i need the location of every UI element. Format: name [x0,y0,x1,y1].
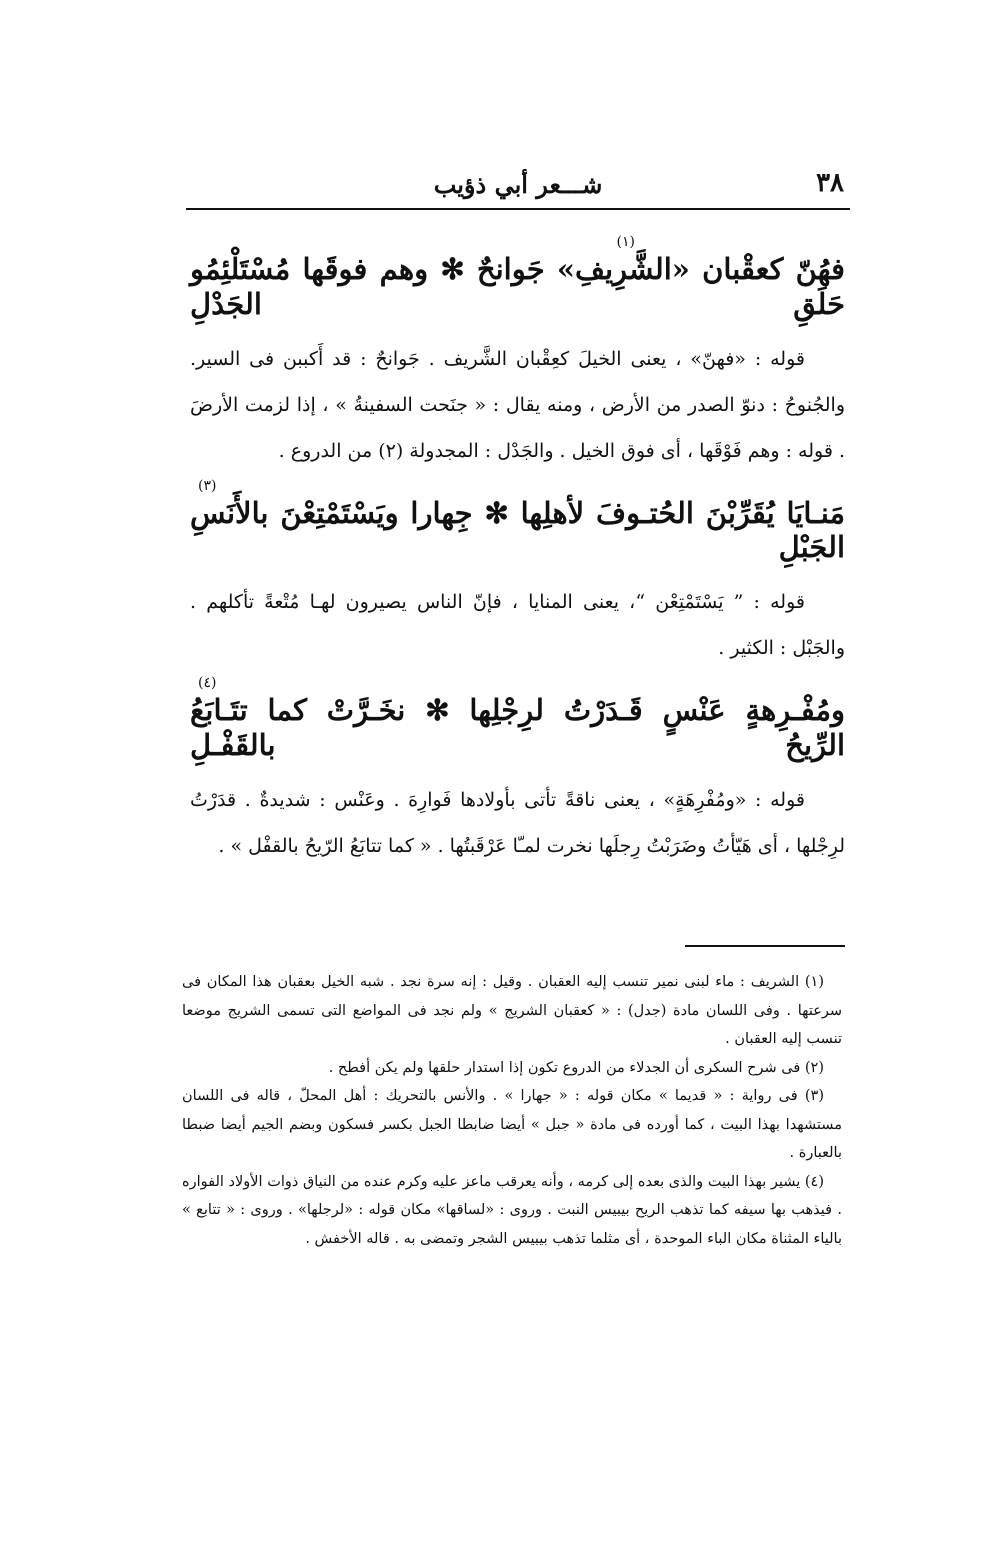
footnote: (١) الشريف : ماء لبنى نمير تنسب إليه العقبان . وقيل : إنه سرة نجد . شبه الخيل بعقبان هذا المكان فى سرعتها . وفى اللسان مادة (جدل) : « كعقبان الشريج » ولم نجد فى المواضع التى تسمى الشريج موضعا تنسب إليه العقبان . [182,974,842,1047]
footnote: (٣) فى رواية : « قديما » مكان قوله : « جهارا » . والأنس بالتحريك : أهل المحلّ ، قاله فى اللسان مستشهدا بهذا البيت ، كما أورده فى مادة « جبل » أيضا ضابطا الجبل بكسر فسكون وبضم الجيم أيضا ضبطا بالعبارة . [182,1088,842,1161]
footnote: (٢) فى شرح السكرى أن الجدلاء من الدروع تكون إذا استدار حلقها ولم يكن أفطح . [328,1059,824,1076]
footnote-marker: (٤) [198,675,217,692]
footnotes [182,968,842,1253]
footnote-marker: (١) [616,234,635,250]
verse-line [190,675,845,763]
footnote-rule [685,945,845,947]
verse-text: مَنـايَا يُقَرِّبْنَ الحُتـوفَ لأهلِها ✻ جِهارا ويَسْتَمْتِعْنَ بالأَنَسِ الجَبْلِ [190,495,845,565]
page-number: ٣٨ [816,168,844,198]
commentary-paragraph: قوله : ” يَسْتَمْتِعْن “، يعنى المنايا ، فإنّ الناس يصيرون لهـا مُتْعةً تأكلهم . والجَبْل : الكثير . [190,591,845,660]
header-rule [186,208,850,210]
commentary-paragraph: قوله : «ومُفْرِهَةٍ» ، يعنى ناقةً تأتى بأولادها فَوارِهَ . وعَنْس : شديدةٌ . قدَرْتُ لرِجْلها ، أى هَيّأتُ وضَرَبْتُ رِجلَها نخرت لمـّا عَرْقَبتُها . « كما تتابَعُ الرّيحُ بالقفْل » . [190,788,845,857]
footnote: (٤) يشير بهذا البيت والذى بعده إلى كرمه ، وأنه يعرقب ماعز عليه وكرم عنده من النياق ذوات الأولاد الفواره . فيذهب بها سيفه كما تذهب الريح بيبيس النبت . وروى : «لساقها» مكان قوله : «لرجلها» . وروى : « تتابع » بالياء المثناة مكان الباء الموحدة ، أى مثلما تذهب بيبيس الشجر وتمضى به . قاله الأخفش . [182,1173,842,1247]
verse-line [190,234,845,322]
main-text [190,230,845,869]
footnote-marker: (٣) [198,477,217,494]
verse-text: ومُفْـرِهةٍ عَنْسٍ قَـدَرْتُ لرِجْلِها ✻ نخَـرَّتْ كما تتَـابَعُ الرِّيحُ بالقَفْـلِ [190,693,845,762]
running-title: شـــعر أبي ذؤيب [433,170,603,199]
verse-text: فهُنّ كعقْبان «الشَّرِيفِ» جَوانحٌ ✻ وهم فوقَها مُسْتَلْئِمُو حَلَقِ الجَدْلِ [190,252,845,321]
commentary-paragraph: قوله : «فهنّ» ، يعنى الخيلَ كعِقْبان الشَّريف . جَوانحٌ : قد أَكببن فى السير. والجُنوحُ : دنوّ الصدر من الأرض ، ومنه يقال : « جنَحت السفينةُ » ، إذا لزمت الأرضَ . قوله : وهم فَوْقَها ، أى فوق الخيل . والجَدْل : المجدولة (٢) من الدروع . [190,347,845,462]
page-header [186,168,850,208]
verse-line [190,477,845,566]
